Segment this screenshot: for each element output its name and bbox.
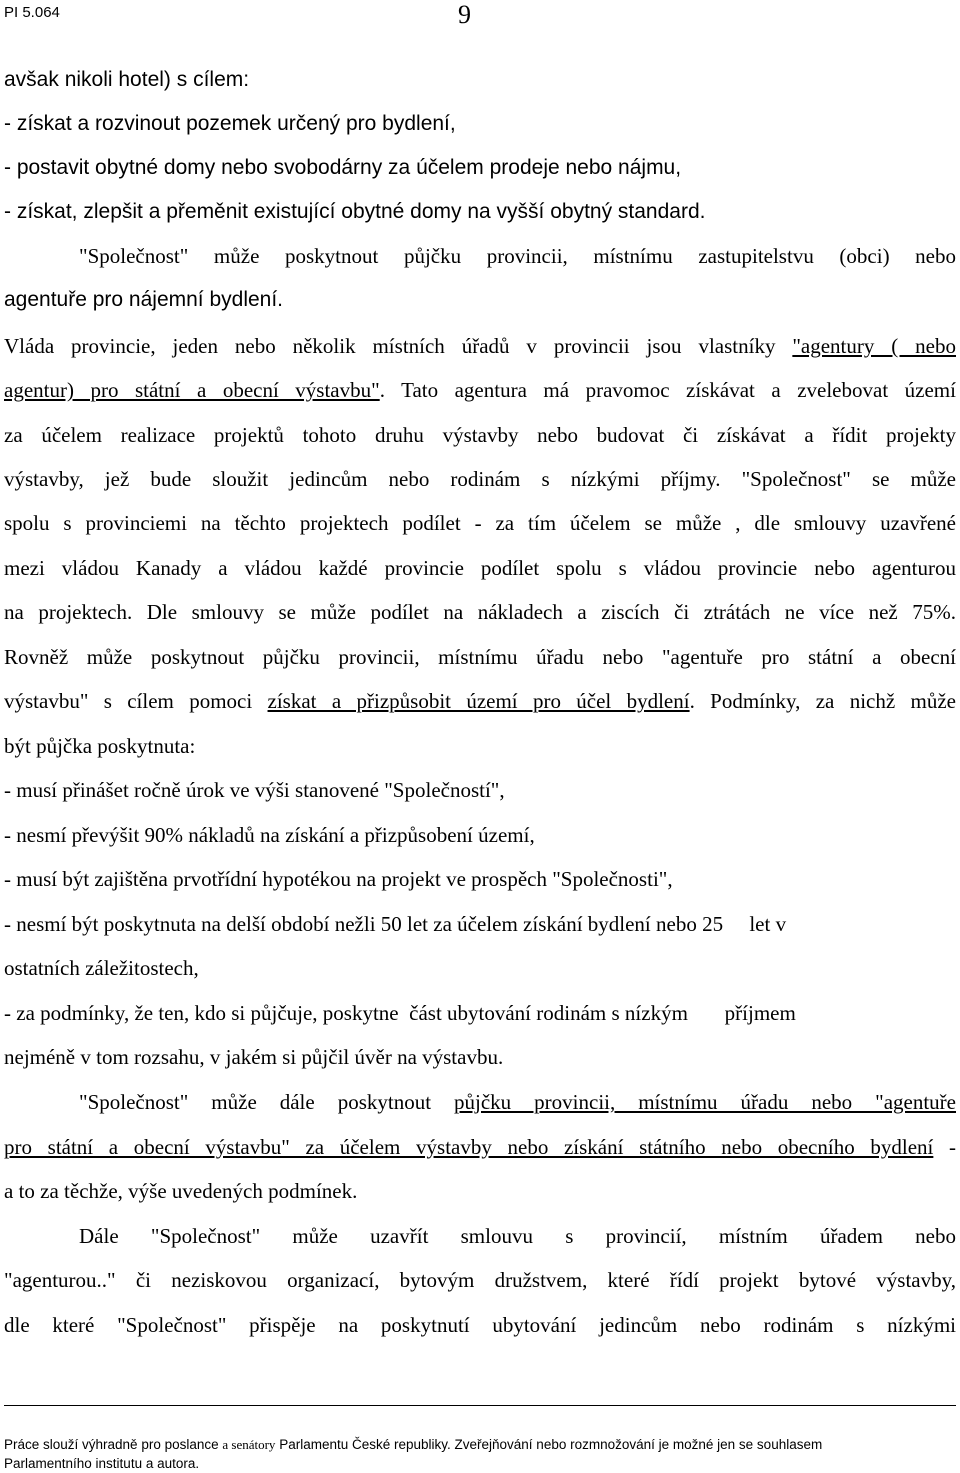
text-line-4: - získat, zlepšit a přeměnit existující obytné domy na vyšší obytný standard.: [4, 200, 706, 223]
text-line-17: - musí přinášet ročně úrok ve výši stanovené "Společností",: [4, 778, 505, 802]
text-line-18: - nesmí převýšit 90% nákladů na získání a přizpůsobení území,: [4, 823, 535, 847]
text-line-3: - postavit obytné domy nebo svobodárny za účelem prodeje nebo nájmu,: [4, 156, 682, 179]
text-line-29: dle které "Společnost" přispěje na poskytnutí ubytování jedincům nebo rodinám s nízkými: [4, 1313, 956, 1337]
text-line-25-underlined: pro státní a obecní výstavbu" za účelem výstavby nebo získání státního nebo obecního bydlení: [4, 1135, 934, 1159]
text-line-10: výstavby, jež bude sloužit jedincům nebo rodinám s nízkými příjmy. "Společnost" se může: [4, 467, 956, 491]
text-line-15-a: výstavbu" s cílem pomoci: [4, 689, 268, 713]
text-line-25-plain: -: [933, 1135, 957, 1159]
text-line-13: na projektech. Dle smlouvy se může podílet na nákladech a ziscích či ztrátách ne více než 75%.: [4, 600, 956, 624]
text-line-2: - získat a rozvinout pozemek určený pro bydlení,: [4, 112, 456, 135]
text-line-8-plain: . Tato agentura má pravomoc získávat a zvelebovat území: [379, 378, 956, 402]
text-line-21: ostatních záležitostech,: [4, 956, 199, 980]
text-line-8-underlined: agentur) pro státní a obecní výstavbu": [4, 378, 380, 402]
footer-line-1: [4, 1437, 956, 1453]
text-line-15: [4, 687, 956, 715]
text-line-11: spolu s provinciemi na těchto projektech podílet - za tím účelem se může , dle smlouvy uzavřené: [4, 511, 956, 535]
text-line-28: "agenturou.." či neziskovou organizací, bytovým družstvem, které řídí projekt bytové výstavby,: [4, 1268, 956, 1292]
footer-divider: [4, 1405, 956, 1406]
footer-line-1-b: a senátory: [222, 1437, 276, 1452]
text-line-19: - musí být zajištěna prvotřídní hypotékou na projekt ve prospěch "Společnosti",: [4, 867, 673, 891]
text-line-5: "Společnost" může poskytnout půjčku provincii, místnímu zastupitelstvu (obci) nebo: [79, 244, 956, 268]
text-line-7: [4, 332, 956, 360]
page-number: 9: [458, 0, 471, 29]
text-line-24-underlined: půjčku provincii, místnímu úřadu nebo "agentuře: [454, 1090, 956, 1114]
text-line-8: [4, 376, 956, 404]
text-line-7-underlined: "agentury ( nebo: [792, 334, 956, 358]
text-line-15-underlined: získat a přizpůsobit území pro účel bydlení: [267, 689, 690, 713]
text-line-27: Dále "Společnost" může uzavřít smlouvu s provincií, místním úřadem nebo: [79, 1224, 956, 1248]
text-line-1: avšak nikoli hotel) s cílem:: [4, 68, 250, 91]
text-line-23: nejméně v tom rozsahu, v jakém si půjčil úvěr na výstavbu.: [4, 1045, 504, 1069]
text-line-15-c: . Podmínky, za nichž může: [689, 689, 956, 713]
text-line-12: mezi vládou Kanady a vládou každé provincie podílet spolu s vládou provincie nebo agenturou: [4, 556, 956, 580]
text-line-14: Rovněž může poskytnout půjčku provincii, místnímu úřadu nebo "agentuře pro státní a obecní: [4, 645, 956, 669]
text-line-26: a to za těchže, výše uvedených podmínek.: [4, 1179, 358, 1203]
text-line-9: za účelem realizace projektů tohoto druhu výstavby nebo budovat či získávat a řídit projekty: [4, 423, 956, 447]
text-line-6: agentuře pro nájemní bydlení.: [4, 288, 284, 311]
document-id: PI 5.064: [4, 4, 60, 21]
text-line-20: - nesmí být poskytnuta na delší období nežli 50 let za účelem získání bydlení nebo 25 let v: [4, 912, 787, 936]
text-line-24: [4, 1088, 956, 1116]
text-line-16: být půjčka poskytnuta:: [4, 734, 196, 758]
footer-line-2: Parlamentního institutu a autora.: [4, 1456, 200, 1471]
text-line-25: [4, 1133, 956, 1161]
footer-line-1-c: Parlamentu České republiky. Zveřejňování nebo rozmnožování je možné jen se souhlasem: [275, 1437, 823, 1452]
text-line-7-plain: Vláda provincie, jeden nebo několik místních úřadů v provincii jsou vlastníky: [4, 334, 793, 358]
footer-line-1-a: Práce slouží výhradně pro poslance: [4, 1437, 223, 1452]
text-line-22: - za podmínky, že ten, kdo si půjčuje, poskytne část ubytování rodinám s nízkým příjmem: [4, 1001, 796, 1025]
text-line-24-plain: "Společnost" může dále poskytnout: [79, 1090, 455, 1114]
